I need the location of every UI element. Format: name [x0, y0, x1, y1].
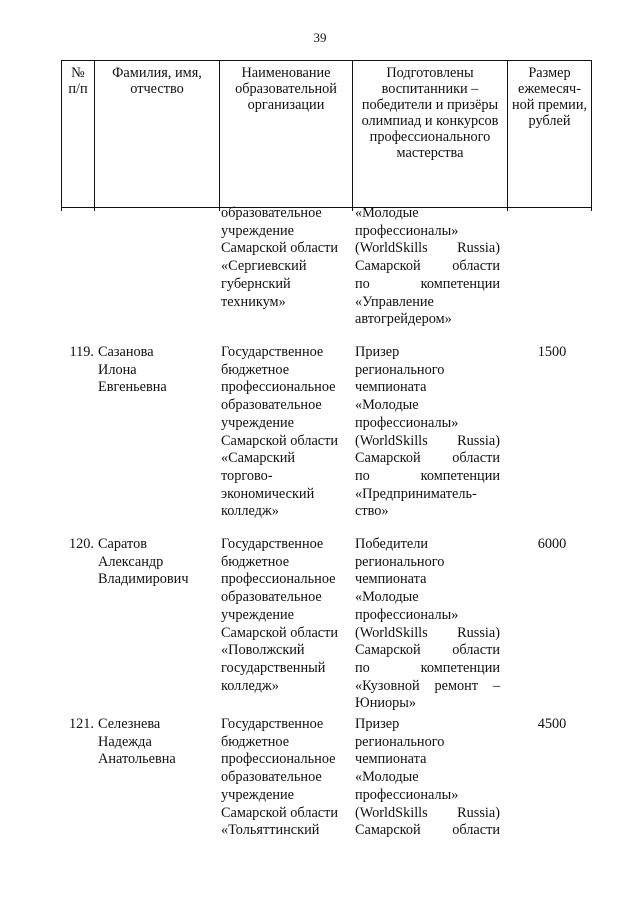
text-line: бюджетное — [221, 553, 290, 570]
header-prize: Размер ежемесяч-ной премии, рублей — [508, 61, 592, 208]
text-line: Самарской области — [221, 240, 339, 257]
text-line: (WorldSkills Russia) — [355, 624, 500, 641]
achievement-cell — [355, 536, 500, 713]
text-line: экономический — [221, 485, 315, 502]
achievement-cell — [355, 716, 500, 840]
text-line: учреждение — [221, 786, 294, 803]
text-line: Александр — [98, 553, 164, 570]
text-line: «Сергиевский — [221, 258, 307, 275]
text-line: профессионалы» — [355, 414, 459, 431]
column-divider — [591, 208, 592, 211]
organization-cell — [221, 205, 351, 311]
column-divider — [219, 208, 220, 211]
text-line: «Управление — [355, 293, 434, 310]
text-line: (WorldSkills Russia) — [355, 804, 500, 821]
text-line: учреждение — [221, 606, 294, 623]
header-organization: Наименование образовательной организации — [220, 61, 353, 208]
prize-amount: 6000 — [537, 536, 567, 552]
text-line: профессиональное — [221, 379, 336, 396]
organization-cell — [221, 716, 351, 840]
text-line: «Самарский — [221, 450, 296, 467]
column-divider — [352, 208, 353, 211]
text-line: «Молодые — [355, 397, 419, 414]
text-line: Илона — [98, 361, 137, 378]
row-number: 120. — [68, 536, 94, 552]
text-line: профессионалы» — [355, 606, 459, 623]
prize-amount: 4500 — [537, 716, 567, 732]
text-line: образовательное — [221, 589, 322, 606]
text-line: учреждение — [221, 414, 294, 431]
text-line: Самарской области — [355, 822, 500, 839]
text-line: колледж» — [221, 503, 279, 520]
text-line: «Молодые — [355, 205, 419, 221]
text-line: учреждение — [221, 222, 294, 239]
text-line: Самарской области — [355, 450, 500, 467]
table-header — [61, 60, 592, 208]
text-line: Юниоры» — [355, 695, 417, 712]
column-divider — [61, 208, 62, 211]
text-line: техникум» — [221, 293, 286, 310]
text-line: по компетенции — [355, 467, 500, 484]
column-divider — [507, 208, 508, 211]
prize-amount: 1500 — [537, 344, 567, 360]
text-line: торгово- — [221, 467, 273, 484]
name-cell — [98, 716, 213, 769]
text-line: бюджетное — [221, 733, 290, 750]
text-line: (WorldSkills Russia) — [355, 432, 500, 449]
text-line: Государственное — [221, 344, 324, 360]
text-line: профессиональное — [221, 571, 336, 588]
text-line: «Молодые — [355, 769, 419, 786]
text-line: «Тольяттинский — [221, 822, 320, 839]
text-line: чемпионата — [355, 571, 427, 588]
text-line: Государственное — [221, 536, 324, 552]
name-cell — [98, 344, 213, 397]
text-line: ство» — [355, 503, 389, 520]
text-line: профессиональное — [221, 751, 336, 768]
text-line: по компетенции — [355, 275, 500, 292]
text-line: Сазанова — [98, 344, 154, 360]
text-line: Самарской области — [221, 804, 339, 821]
row-number: 119. — [69, 344, 94, 360]
name-cell — [98, 536, 213, 589]
organization-cell — [221, 344, 351, 521]
text-line: «Поволжский — [221, 642, 305, 659]
text-line: «Предприниматель- — [355, 485, 477, 502]
text-line: образовательное — [221, 205, 322, 221]
text-line: автогрейдером» — [355, 311, 452, 328]
text-line: Призер — [355, 716, 400, 732]
text-line: колледж» — [221, 677, 279, 694]
text-line: Победители — [355, 536, 429, 552]
text-line: чемпионата — [355, 751, 427, 768]
header-num: № п/п — [62, 61, 95, 208]
text-line: регионального — [355, 361, 445, 378]
text-line: Евгеньевна — [98, 379, 167, 396]
text-line: государственный — [221, 659, 326, 676]
text-line: Самарской области — [221, 432, 339, 449]
text-line: Самарской области — [221, 624, 339, 641]
text-line: Владимирович — [98, 571, 189, 588]
text-line: Государственное — [221, 716, 324, 732]
text-line: по компетенции — [355, 659, 500, 676]
text-line: бюджетное — [221, 361, 290, 378]
text-line: Самарской области — [355, 642, 500, 659]
text-line: профессионалы» — [355, 786, 459, 803]
text-line: чемпионата — [355, 379, 427, 396]
text-line: профессионалы» — [355, 222, 459, 239]
achievement-cell — [355, 205, 500, 329]
text-line: «Кузовной ремонт – — [355, 677, 500, 694]
text-line: Анатольевна — [98, 751, 176, 768]
text-line: регионального — [355, 733, 445, 750]
text-line: образовательное — [221, 397, 322, 414]
achievement-cell — [355, 344, 500, 521]
text-line: Призер — [355, 344, 400, 360]
text-line: Самарской области — [355, 258, 500, 275]
text-line: регионального — [355, 553, 445, 570]
text-line: губернский — [221, 275, 291, 292]
text-line: «Молодые — [355, 589, 419, 606]
text-line: Селезнева — [98, 716, 161, 732]
text-line: Надежда — [98, 733, 152, 750]
header-name: Фамилия, имя, отчество — [95, 61, 220, 208]
column-divider — [94, 208, 95, 211]
text-line: образовательное — [221, 769, 322, 786]
row-number: 121. — [68, 716, 94, 732]
header-achievement: Подготовлены воспитанники – победители и призёры олимпиад и конкурсов профессионального мастерства — [353, 61, 508, 208]
text-line: (WorldSkills Russia) — [355, 240, 500, 257]
organization-cell — [221, 536, 351, 695]
text-line: Саратов — [98, 536, 147, 552]
page-number: 39 — [313, 30, 327, 45]
